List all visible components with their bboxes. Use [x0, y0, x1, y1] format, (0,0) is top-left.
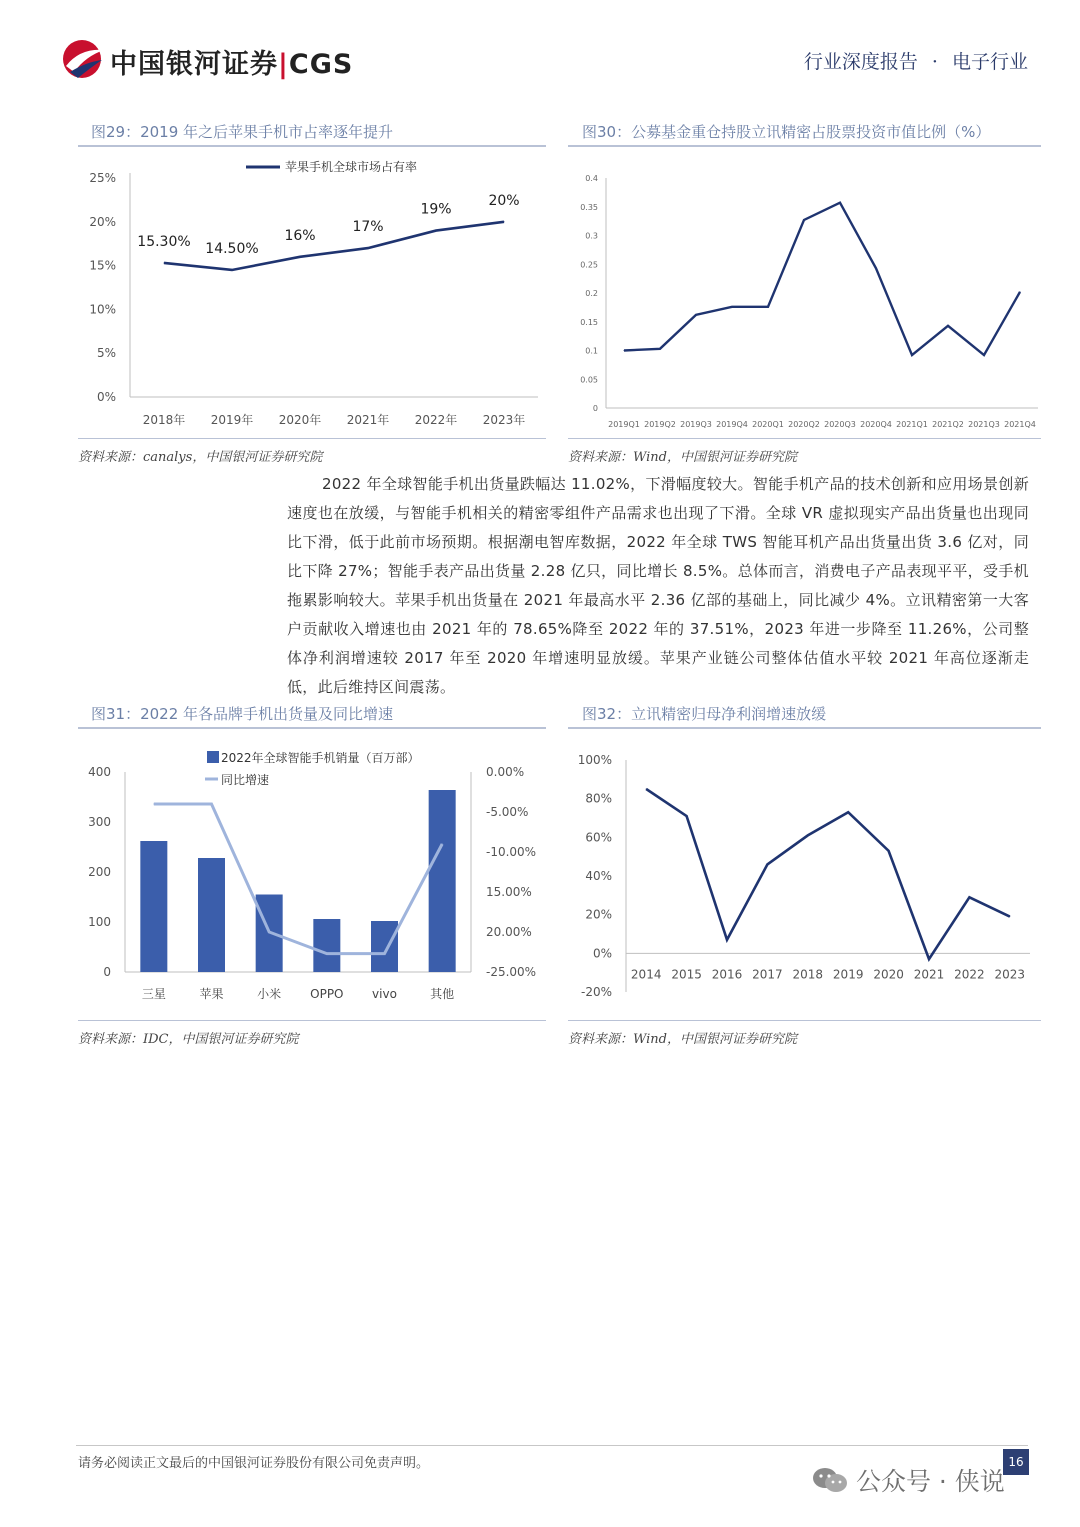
fig29-x-tick-label: 2019年	[210, 413, 254, 427]
fig30-data-point	[912, 355, 913, 356]
fig29-data-label: 20%	[488, 192, 520, 209]
watermark-text: 公众号 · 侠说	[855, 1467, 1005, 1496]
fig31-legend-line-label: 同比增速	[221, 773, 270, 787]
logo-wordmark	[110, 42, 353, 81]
fig31-x-tick-label: vivo	[372, 987, 397, 1001]
fig32-series-line	[646, 789, 1010, 959]
paragraph-text: 2022 年全球智能手机出货量跌幅达 11.02%，下滑幅度较大。智能手机产品的技术创新和应用场景创新速度也在放缓，与智能手机相关的精密零组件产品需求也出现了下滑。全球 VR 虚拟现实产品出货量也出现同比下滑，低于此前市场预期。根据潮电智库数据，2022 年全球 TWS 智能耳机产品出货量出货 3.6 亿对，同比下降 27%；智能手表产品出货量 2.28 亿只，同比增长 8.5%。总体而言，消费电子产品表现平平，受手机拖累影响较大。苹果手机出货量在 2021 年最高水平 2.36 亿部的基础上，同比减少 4%。立讯精密第一大客户贡献收入增速也由 2021 年的 78.65%降至 2022 年的 37.51%，2023 年进一步降至 11.26%，公司整体净利润增速较 2017 年至 2020 年增速明显放缓。苹果产业链公司整体估值水平较 2021 年高位逐渐走低，此后维持区间震荡。	[287, 475, 1029, 696]
fig31-x-tick-label: 三星	[141, 987, 166, 1001]
fig29-data-label: 15.30%	[137, 233, 191, 250]
wechat-icon	[812, 1466, 848, 1494]
fig30-y-tick-label: 0.3	[585, 231, 598, 241]
fig29-data-point	[368, 248, 369, 249]
fig29-data-point	[300, 256, 301, 257]
fig32-x-tick-label: 2016	[711, 967, 743, 982]
fig29-data-point	[164, 262, 165, 263]
fig31-growth-point	[326, 953, 327, 954]
fig32-data-point	[969, 897, 970, 898]
fig30-series-line	[624, 203, 1020, 355]
fig30-data-point	[768, 306, 769, 307]
fig30-data-point	[1020, 291, 1021, 292]
fig29-bottom-rule	[78, 438, 546, 439]
fig30-bottom-rule	[568, 438, 1041, 439]
fig30-y-tick-label: 0.1	[585, 346, 598, 356]
fig29-source: 资料来源：canalys，中国银河证券研究院	[78, 450, 323, 465]
fig32-x-tick-label: 2023	[994, 967, 1026, 982]
fig30-y-tick-label: 0.2	[585, 289, 598, 298]
fig29-data-label: 19%	[420, 201, 452, 218]
fig32-bottom-rule	[568, 1020, 1041, 1021]
fig30-data-point	[876, 268, 877, 269]
fig31-growth-point	[153, 804, 154, 805]
fig29-y-tick-label: 5%	[96, 346, 116, 361]
fig32-data-point	[888, 850, 889, 851]
fig30-x-tick-label: 2021Q4	[1004, 420, 1036, 429]
fig31-y2-tick-label: 20.00%	[486, 925, 532, 939]
fig30-source: 资料来源：Wind，中国银河证券研究院	[568, 450, 797, 465]
fig32-source: 资料来源：Wind，中国银河证券研究院	[568, 1032, 797, 1047]
fig30-x-tick-label: 2020Q1	[752, 420, 784, 429]
fig31-growth-point	[384, 953, 385, 954]
fig32-data-point	[848, 812, 849, 813]
fig30-y-tick-label: 0	[592, 404, 598, 413]
fig32-y-tick-label: 60%	[585, 830, 612, 845]
fig30-data-point	[696, 314, 697, 315]
logo-separator: |	[278, 49, 289, 80]
fig31-bar	[140, 841, 167, 972]
fig30-x-tick-label: 2020Q4	[860, 420, 892, 429]
fig29-title: 图29：2019 年之后苹果手机市占率逐年提升	[91, 123, 394, 141]
fig30-y-tick-label: 0.15	[580, 317, 598, 327]
fig32-y-tick-label: 0%	[592, 946, 612, 961]
fig30-y-tick-label: 0.05	[580, 375, 598, 385]
fig29-x-tick-label: 2020年	[278, 413, 322, 427]
fig32-y-tick-label: 100%	[577, 753, 612, 767]
fig32-y-tick-label: 40%	[585, 869, 612, 883]
fig32-x-tick-label: 2019	[832, 967, 864, 982]
watermark	[812, 1462, 1005, 1498]
fig30-top-rule	[568, 145, 1041, 147]
fig30-x-tick-label: 2019Q3	[680, 420, 712, 429]
fig31-growth-point	[442, 844, 443, 845]
fig29-y-tick-label: 15%	[89, 258, 116, 273]
fig31-legend-bar-swatch	[207, 751, 219, 763]
industry-name: 电子行业	[951, 51, 1028, 73]
fig30-data-point	[732, 306, 733, 307]
fig30-x-tick-label: 2019Q1	[608, 420, 640, 429]
fig32-data-point	[727, 939, 728, 940]
fig30-title: 图30：公募基金重仓持股立讯精密占股票投资市值比例（%）	[582, 123, 991, 141]
fig31-y-tick-label: 400	[88, 765, 111, 779]
fig32-x-tick-label: 2017	[752, 967, 783, 982]
fig32-x-tick-label: 2018	[792, 967, 824, 982]
fig30-x-tick-label: 2019Q4	[716, 420, 748, 429]
fig29-y-tick-label: 20%	[89, 214, 116, 229]
fig30-data-point	[624, 350, 625, 351]
fig31-title: 图31：2022 年各品牌手机出货量及同比增速	[91, 705, 394, 723]
fig29-data-label: 14.50%	[205, 240, 259, 257]
fig30-x-tick-label: 2021Q2	[932, 420, 964, 429]
fig31-x-tick-label: 其他	[430, 987, 455, 1001]
fig31-x-tick-label: OPPO	[310, 987, 344, 1001]
fig31-x-tick-label: 苹果	[199, 987, 224, 1001]
fig30-data-point	[804, 219, 805, 220]
fig31-y-tick-label: 100	[88, 915, 111, 929]
fig32-y-tick-label: 20%	[585, 907, 612, 922]
fig32-y-tick-label: 80%	[585, 791, 612, 806]
fig29-y-tick-label: 25%	[89, 171, 116, 185]
fig31-source: 资料来源：IDC，中国银河证券研究院	[78, 1032, 299, 1047]
fig32-title: 图32：立讯精密归母净利润增速放缓	[582, 705, 827, 723]
fig32-top-rule	[568, 727, 1041, 729]
logo-icon	[60, 38, 108, 80]
fig32-y-tick-label: -20%	[580, 985, 612, 999]
fig31-growth-point	[269, 932, 270, 933]
fig32-x-tick-label: 2020	[873, 967, 904, 982]
fig32-data-point	[767, 864, 768, 865]
page-number: 16	[1003, 1449, 1029, 1475]
fig30-x-tick-label: 2020Q2	[788, 420, 820, 429]
fig31-y2-tick-label: -10.00%	[486, 845, 537, 859]
fig31-y-tick-label: 300	[88, 815, 111, 829]
fig32-data-point	[1009, 916, 1010, 917]
fig29-data-point	[436, 230, 437, 231]
fig30-data-point	[984, 355, 985, 356]
fig29-x-tick-label: 2022年	[414, 413, 458, 427]
fig29-x-tick-label: 2023年	[482, 413, 526, 427]
fig31-y2-tick-label: -5.00%	[486, 805, 529, 819]
fig29-y-tick-label: 0%	[96, 390, 116, 404]
fig29-x-tick-label: 2018年	[142, 413, 186, 427]
fig29-chart	[78, 150, 546, 435]
fig32-x-tick-label: 2015	[671, 967, 702, 982]
fig29-data-point	[232, 269, 233, 270]
fig31-y2-tick-label: 0.00%	[486, 765, 525, 779]
fig31-legend-bar-label: 2022年全球智能手机销量（百万部）	[221, 751, 420, 765]
fig29-data-label: 17%	[352, 219, 384, 236]
fig31-x-tick-label: 小米	[257, 987, 282, 1001]
fig30-x-tick-label: 2019Q2	[644, 420, 676, 429]
footer-disclaimer: 请务必阅读正文最后的中国银河证券股份有限公司免责声明。	[78, 1456, 430, 1471]
logo-en: CGS	[288, 49, 354, 80]
fig31-y-tick-label: 200	[88, 865, 111, 879]
fig31-bar	[313, 919, 340, 972]
report-type: 行业深度报告	[803, 51, 918, 73]
report-header	[804, 47, 1028, 74]
fig31-bar	[429, 790, 456, 972]
fig32-data-point	[807, 835, 808, 836]
fig30-data-point	[840, 202, 841, 203]
body-paragraph	[287, 470, 1029, 702]
fig29-legend-label: 苹果手机全球市场占有率	[285, 160, 418, 174]
fig32-data-point	[929, 959, 930, 960]
fig32-data-point	[686, 816, 687, 817]
fig30-data-point	[948, 325, 949, 326]
fig32-x-tick-label: 2021	[913, 967, 945, 982]
fig31-bar	[371, 921, 398, 972]
fig31-y2-tick-label: -25.00%	[486, 965, 537, 979]
fig31-bar	[198, 858, 225, 972]
fig31-bottom-rule	[78, 1020, 546, 1021]
fig29-data-point	[504, 221, 505, 222]
fig30-y-tick-label: 0.4	[585, 174, 598, 183]
fig30-chart	[568, 150, 1041, 435]
fig32-data-point	[646, 789, 647, 790]
header-dot: ·	[931, 51, 938, 73]
fig30-x-tick-label: 2020Q3	[824, 420, 856, 429]
fig31-growth-point	[211, 804, 212, 805]
fig29-y-tick-label: 10%	[89, 302, 116, 317]
fig30-y-tick-label: 0.35	[580, 202, 598, 212]
fig32-x-tick-label: 2014	[630, 967, 662, 982]
footer-rule	[76, 1445, 1028, 1446]
fig31-y-tick-label: 0	[103, 965, 111, 979]
fig29-x-tick-label: 2021年	[346, 413, 390, 427]
fig31-top-rule	[78, 727, 546, 729]
fig31-y2-tick-label: 15.00%	[486, 885, 532, 899]
fig32-chart	[568, 732, 1041, 1017]
fig29-top-rule	[78, 145, 546, 147]
fig30-x-tick-label: 2021Q1	[896, 420, 928, 429]
fig30-y-tick-label: 0.25	[580, 260, 598, 270]
fig32-x-tick-label: 2022	[954, 967, 985, 982]
logo-text: 中国银河证券	[110, 49, 278, 80]
fig31-chart	[78, 732, 546, 1017]
fig29-data-label: 16%	[284, 227, 316, 244]
fig30-data-point	[660, 348, 661, 349]
fig30-x-tick-label: 2021Q3	[968, 420, 1000, 429]
fig31-growth-line	[154, 804, 442, 954]
